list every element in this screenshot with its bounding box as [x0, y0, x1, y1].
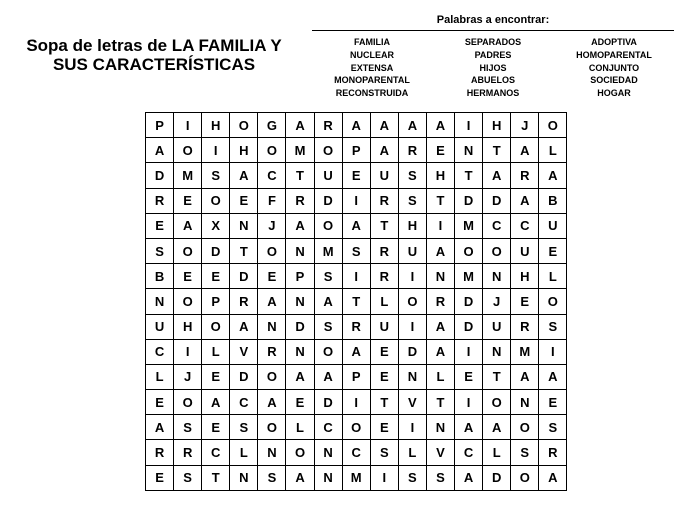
grid-cell[interactable]: D: [315, 189, 343, 214]
grid-cell[interactable]: I: [427, 214, 455, 239]
grid-cell[interactable]: E: [286, 390, 314, 415]
grid-cell[interactable]: H: [483, 113, 511, 138]
title-line-1: Sopa de letras de LA FAMILIA Y: [26, 36, 282, 55]
grid-cell[interactable]: N: [427, 264, 455, 289]
grid-cell[interactable]: S: [399, 466, 427, 491]
grid-cell[interactable]: S: [315, 264, 343, 289]
grid-cell[interactable]: A: [230, 163, 258, 188]
grid-cell[interactable]: N: [455, 138, 483, 163]
grid-cell[interactable]: S: [343, 239, 371, 264]
grid-cell[interactable]: D: [483, 189, 511, 214]
grid-cell[interactable]: O: [174, 390, 202, 415]
grid-cell[interactable]: A: [483, 415, 511, 440]
grid-cell[interactable]: O: [315, 340, 343, 365]
grid-cell[interactable]: O: [258, 415, 286, 440]
grid-cell[interactable]: O: [174, 138, 202, 163]
grid-cell[interactable]: E: [455, 365, 483, 390]
grid-cell[interactable]: L: [399, 440, 427, 465]
grid-cell[interactable]: V: [427, 440, 455, 465]
grid-cell[interactable]: D: [202, 239, 230, 264]
grid-cell[interactable]: T: [427, 189, 455, 214]
grid-cell[interactable]: M: [315, 239, 343, 264]
grid-cell[interactable]: R: [539, 440, 567, 465]
grid-cell[interactable]: G: [258, 113, 286, 138]
grid-cell[interactable]: P: [202, 289, 230, 314]
grid-cell[interactable]: N: [286, 340, 314, 365]
grid-cell[interactable]: H: [399, 214, 427, 239]
grid-cell[interactable]: M: [343, 466, 371, 491]
grid-cell[interactable]: A: [174, 214, 202, 239]
grid-cell[interactable]: A: [202, 390, 230, 415]
grid-cell[interactable]: A: [315, 365, 343, 390]
grid-cell[interactable]: A: [286, 466, 314, 491]
grid-cell[interactable]: A: [258, 390, 286, 415]
grid-cell[interactable]: J: [174, 365, 202, 390]
grid-cell[interactable]: A: [258, 289, 286, 314]
grid-cell[interactable]: I: [343, 390, 371, 415]
grid-cell[interactable]: P: [343, 365, 371, 390]
grid-cell[interactable]: U: [539, 214, 567, 239]
grid-cell[interactable]: M: [455, 214, 483, 239]
grid-cell[interactable]: O: [174, 239, 202, 264]
grid-cell[interactable]: R: [258, 340, 286, 365]
grid-cell[interactable]: A: [286, 365, 314, 390]
grid-cell[interactable]: E: [202, 264, 230, 289]
word-item: PADRES: [474, 49, 512, 60]
grid-cell[interactable]: N: [399, 365, 427, 390]
grid-cell[interactable]: O: [315, 214, 343, 239]
grid-cell[interactable]: S: [230, 415, 258, 440]
word-item: ADOPTIVA: [591, 37, 637, 47]
grid-cell[interactable]: D: [399, 340, 427, 365]
grid-cell[interactable]: C: [315, 415, 343, 440]
grid-cell[interactable]: J: [483, 289, 511, 314]
grid-cell[interactable]: A: [343, 340, 371, 365]
word-item: CONJUNTO: [588, 62, 640, 73]
grid-cell[interactable]: M: [286, 138, 314, 163]
word-item: ABUELOS: [470, 75, 515, 86]
grid-cell[interactable]: D: [483, 466, 511, 491]
page-title: [14, 36, 294, 74]
grid-cell[interactable]: L: [146, 365, 174, 390]
grid-cell[interactable]: O: [539, 289, 567, 314]
grid-cell[interactable]: D: [455, 289, 483, 314]
grid-cell[interactable]: O: [202, 189, 230, 214]
grid-cell[interactable]: E: [371, 365, 399, 390]
grid-cell[interactable]: N: [286, 239, 314, 264]
grid-cell[interactable]: N: [258, 440, 286, 465]
word-column-3: [554, 36, 674, 100]
grid-cell[interactable]: S: [315, 315, 343, 340]
grid-cell[interactable]: S: [202, 163, 230, 188]
grid-cell[interactable]: T: [371, 390, 399, 415]
grid-cell[interactable]: A: [483, 163, 511, 188]
grid-cell[interactable]: A: [427, 340, 455, 365]
grid-cell[interactable]: A: [427, 315, 455, 340]
grid-cell[interactable]: O: [258, 138, 286, 163]
word-item: SOCIEDAD: [590, 75, 638, 86]
grid-cell[interactable]: A: [286, 214, 314, 239]
grid-cell[interactable]: D: [286, 315, 314, 340]
grid-cell[interactable]: I: [539, 340, 567, 365]
grid-cell[interactable]: V: [230, 340, 258, 365]
grid-cell[interactable]: I: [399, 264, 427, 289]
grid-cell[interactable]: S: [399, 163, 427, 188]
grid-cell[interactable]: R: [371, 189, 399, 214]
grid-cell[interactable]: R: [146, 189, 174, 214]
grid-cell[interactable]: S: [371, 440, 399, 465]
grid-cell[interactable]: H: [511, 264, 539, 289]
grid-cell[interactable]: I: [455, 340, 483, 365]
word-column-2: [433, 36, 553, 100]
grid-cell[interactable]: P: [343, 138, 371, 163]
grid-cell[interactable]: E: [146, 466, 174, 491]
grid-cell[interactable]: N: [258, 315, 286, 340]
grid-cell[interactable]: N: [230, 466, 258, 491]
grid-cell[interactable]: T: [230, 239, 258, 264]
word-item: EXTENSA: [350, 62, 394, 73]
grid-cell[interactable]: M: [455, 264, 483, 289]
grid-cell[interactable]: I: [399, 415, 427, 440]
grid-cell[interactable]: A: [539, 466, 567, 491]
grid-cell[interactable]: C: [455, 440, 483, 465]
grid-cell[interactable]: R: [315, 113, 343, 138]
grid-cell[interactable]: D: [455, 189, 483, 214]
grid-cell[interactable]: S: [539, 315, 567, 340]
grid-cell[interactable]: A: [399, 113, 427, 138]
grid-cell[interactable]: E: [174, 189, 202, 214]
grid-cell[interactable]: A: [343, 113, 371, 138]
grid-cell[interactable]: I: [455, 390, 483, 415]
grid-cell[interactable]: A: [371, 113, 399, 138]
grid-cell[interactable]: C: [202, 440, 230, 465]
grid-cell[interactable]: U: [146, 315, 174, 340]
grid-cell[interactable]: E: [174, 264, 202, 289]
word-item: HOGAR: [597, 88, 631, 99]
grid-cell[interactable]: A: [315, 289, 343, 314]
grid-cell[interactable]: I: [343, 189, 371, 214]
grid-cell[interactable]: R: [371, 239, 399, 264]
word-item: SEPARADOS: [464, 37, 522, 47]
grid-cell[interactable]: T: [483, 138, 511, 163]
grid-cell[interactable]: N: [146, 289, 174, 314]
word-item: NUCLEAR: [350, 49, 394, 60]
grid-cell[interactable]: C: [343, 440, 371, 465]
grid-cell[interactable]: N: [315, 466, 343, 491]
grid-cell[interactable]: A: [286, 113, 314, 138]
grid-cell[interactable]: E: [539, 239, 567, 264]
grid-cell[interactable]: R: [371, 264, 399, 289]
grid-cell[interactable]: R: [174, 440, 202, 465]
grid-cell[interactable]: A: [511, 138, 539, 163]
grid-cell[interactable]: R: [399, 138, 427, 163]
grid-cell[interactable]: R: [427, 289, 455, 314]
grid-cell[interactable]: O: [399, 289, 427, 314]
grid-cell[interactable]: L: [483, 440, 511, 465]
grid-cell[interactable]: T: [343, 289, 371, 314]
grid-cell[interactable]: T: [286, 163, 314, 188]
grid-cell[interactable]: L: [230, 440, 258, 465]
grid-cell[interactable]: S: [539, 415, 567, 440]
word-item: HIJOS: [479, 62, 507, 73]
grid-cell[interactable]: R: [511, 163, 539, 188]
grid-cell[interactable]: V: [399, 390, 427, 415]
grid-cell[interactable]: B: [146, 264, 174, 289]
grid-cell[interactable]: N: [286, 289, 314, 314]
grid-cell[interactable]: C: [511, 214, 539, 239]
grid-cell[interactable]: E: [511, 289, 539, 314]
grid-cell[interactable]: M: [174, 163, 202, 188]
grid-cell[interactable]: C: [146, 340, 174, 365]
grid-cell[interactable]: O: [174, 289, 202, 314]
grid-cell[interactable]: C: [258, 163, 286, 188]
grid-cell[interactable]: O: [258, 365, 286, 390]
grid-cell[interactable]: U: [399, 239, 427, 264]
grid-cell[interactable]: A: [230, 315, 258, 340]
grid-cell[interactable]: E: [258, 264, 286, 289]
grid-cell[interactable]: T: [427, 390, 455, 415]
title-line-2: SUS CARACTERÍSTICAS: [52, 55, 256, 74]
grid-cell[interactable]: E: [371, 415, 399, 440]
grid-cell[interactable]: D: [455, 315, 483, 340]
grid-cell[interactable]: R: [286, 189, 314, 214]
grid-cell[interactable]: L: [539, 138, 567, 163]
grid-cell[interactable]: F: [258, 189, 286, 214]
grid-cell[interactable]: O: [483, 239, 511, 264]
grid-cell[interactable]: T: [483, 365, 511, 390]
grid-cell[interactable]: N: [315, 440, 343, 465]
grid-cell[interactable]: O: [539, 113, 567, 138]
grid-cell[interactable]: H: [230, 138, 258, 163]
grid-cell[interactable]: O: [511, 415, 539, 440]
grid-cell[interactable]: J: [511, 113, 539, 138]
grid-cell[interactable]: S: [174, 415, 202, 440]
grid-cell[interactable]: E: [539, 390, 567, 415]
grid-cell[interactable]: O: [511, 466, 539, 491]
grid-cell[interactable]: C: [483, 214, 511, 239]
grid-cell[interactable]: H: [202, 113, 230, 138]
grid-cell[interactable]: O: [315, 138, 343, 163]
grid-cell[interactable]: U: [371, 163, 399, 188]
grid-cell[interactable]: I: [202, 138, 230, 163]
grid-cell[interactable]: E: [202, 415, 230, 440]
grid-cell[interactable]: A: [146, 138, 174, 163]
grid-cell[interactable]: E: [146, 214, 174, 239]
grid-cell[interactable]: E: [343, 163, 371, 188]
grid-cell[interactable]: A: [511, 365, 539, 390]
grid-cell[interactable]: A: [427, 239, 455, 264]
grid-cell[interactable]: M: [511, 340, 539, 365]
grid-cell[interactable]: L: [371, 289, 399, 314]
grid-cell[interactable]: E: [427, 138, 455, 163]
grid-cell[interactable]: U: [315, 163, 343, 188]
grid-cell[interactable]: D: [230, 264, 258, 289]
grid-cell[interactable]: U: [483, 315, 511, 340]
grid-cell[interactable]: C: [230, 390, 258, 415]
grid-cell[interactable]: O: [286, 440, 314, 465]
word-list-panel: [312, 12, 674, 100]
grid-cell[interactable]: A: [539, 365, 567, 390]
grid-cell[interactable]: T: [455, 163, 483, 188]
grid-cell[interactable]: R: [343, 315, 371, 340]
grid-cell[interactable]: E: [146, 390, 174, 415]
grid-cell[interactable]: I: [399, 315, 427, 340]
grid-cell[interactable]: R: [146, 440, 174, 465]
grid-cell[interactable]: S: [511, 440, 539, 465]
grid-cell[interactable]: D: [230, 365, 258, 390]
grid-cell[interactable]: H: [174, 315, 202, 340]
grid-cell[interactable]: L: [539, 264, 567, 289]
grid-cell[interactable]: R: [230, 289, 258, 314]
grid-cell[interactable]: P: [146, 113, 174, 138]
grid-cell[interactable]: N: [483, 264, 511, 289]
word-item: FAMILIA: [354, 37, 390, 47]
grid-cell[interactable]: O: [483, 390, 511, 415]
grid-cell[interactable]: O: [230, 113, 258, 138]
word-list-heading: Palabras a encontrar:: [312, 12, 674, 31]
grid-cell[interactable]: A: [539, 163, 567, 188]
grid-cell[interactable]: E: [371, 340, 399, 365]
grid-cell[interactable]: E: [230, 189, 258, 214]
grid-cell[interactable]: L: [286, 415, 314, 440]
grid-cell[interactable]: I: [371, 466, 399, 491]
word-item: HERMANOS: [466, 88, 520, 99]
grid-cell[interactable]: O: [258, 239, 286, 264]
grid-cell[interactable]: U: [511, 239, 539, 264]
grid-cell[interactable]: E: [202, 365, 230, 390]
grid-cell[interactable]: T: [202, 466, 230, 491]
word-item: RECONSTRUIDA: [335, 88, 409, 99]
grid-cell[interactable]: I: [174, 340, 202, 365]
grid-cell[interactable]: A: [455, 466, 483, 491]
grid-cell[interactable]: J: [258, 214, 286, 239]
word-item: HOMOPARENTAL: [576, 49, 652, 60]
grid-cell[interactable]: S: [258, 466, 286, 491]
grid-cell[interactable]: X: [202, 214, 230, 239]
grid-cell[interactable]: A: [455, 415, 483, 440]
grid-cell[interactable]: U: [371, 315, 399, 340]
grid-cell[interactable]: N: [230, 214, 258, 239]
grid-cell[interactable]: A: [146, 415, 174, 440]
grid-cell[interactable]: D: [315, 390, 343, 415]
grid-cell[interactable]: A: [511, 189, 539, 214]
word-search-grid: [145, 112, 567, 491]
grid-cell[interactable]: R: [511, 315, 539, 340]
grid-cell[interactable]: O: [455, 239, 483, 264]
grid-cell[interactable]: O: [343, 415, 371, 440]
grid-cell[interactable]: P: [286, 264, 314, 289]
grid-cell[interactable]: L: [427, 365, 455, 390]
grid-cell[interactable]: S: [146, 239, 174, 264]
grid-cell[interactable]: O: [202, 315, 230, 340]
grid-cell[interactable]: A: [343, 214, 371, 239]
grid-cell[interactable]: I: [455, 113, 483, 138]
grid-cell[interactable]: T: [371, 214, 399, 239]
grid-cell[interactable]: I: [174, 113, 202, 138]
grid-cell[interactable]: S: [427, 466, 455, 491]
grid-cell[interactable]: N: [427, 415, 455, 440]
grid-cell[interactable]: S: [399, 189, 427, 214]
word-item: MONOPARENTAL: [334, 75, 410, 86]
grid-cell[interactable]: A: [427, 113, 455, 138]
word-list-columns: [312, 36, 674, 100]
grid-cell[interactable]: S: [174, 466, 202, 491]
grid-cell[interactable]: A: [371, 138, 399, 163]
grid-cell[interactable]: D: [146, 163, 174, 188]
grid-cell[interactable]: I: [343, 264, 371, 289]
grid-cell[interactable]: N: [511, 390, 539, 415]
grid-cell[interactable]: N: [483, 340, 511, 365]
grid-cell[interactable]: L: [202, 340, 230, 365]
grid-cell[interactable]: B: [539, 189, 567, 214]
grid-cell[interactable]: H: [427, 163, 455, 188]
word-column-1: [312, 36, 432, 100]
